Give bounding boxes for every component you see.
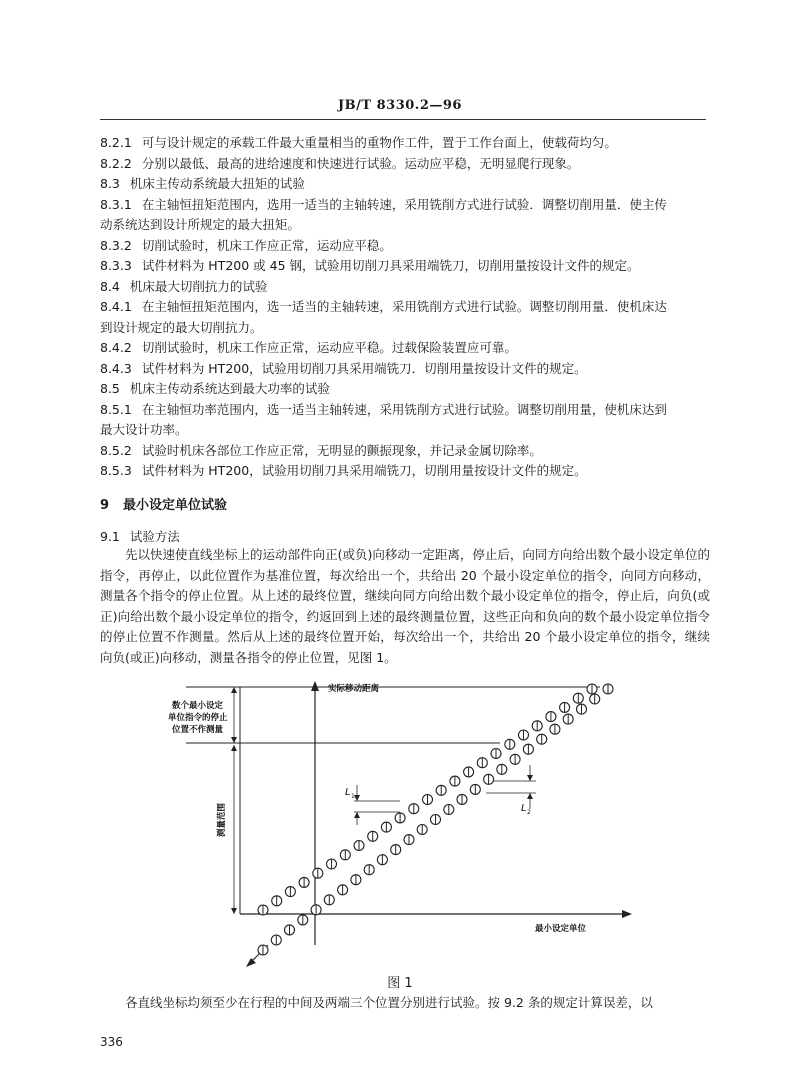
dim-arrow-up (231, 687, 237, 693)
clause-list (100, 133, 710, 482)
continued-paragraph: 各直线坐标均须至少在行程的中间及两端三个位置分别进行试验。按 9.2 条的规定计算误差，以 (125, 995, 653, 1010)
clause-8-3-2: 8.3.2 切削试验时，机床工作应正常，运动应平稳。 (100, 237, 392, 253)
l1-arrow-bottom (354, 812, 360, 818)
l1-arrow-top (354, 795, 360, 801)
figure-1 (150, 665, 650, 975)
l1-label: L (345, 787, 351, 798)
x-axis-label: 最小设定单位 (535, 924, 587, 934)
l2-label: L (521, 803, 527, 814)
clause-8-3: 8.3 机床主传动系统最大扭矩的试验 (100, 176, 305, 191)
clause-8-4-2: 8.4.2 切削试验时，机床工作应正常，运动应平稳。过载保险装置应可靠。 (100, 340, 517, 355)
clause-8-5: 8.5 机床主传动系统达到最大功率的试验 (100, 381, 330, 396)
range-label: 测量范围 (217, 802, 227, 837)
clause-8-2-1: 8.2.1 可与设计规定的承载工件最大重量相当的重物作工件，置于工作台面上，使载荷均匀。 (100, 135, 617, 150)
clause-8-5-2: 8.5.2 试验时机床各部位工作应正常，无明显的颤振现象，并记录金属切除率。 (100, 442, 542, 458)
l2-arrow-bottom (527, 793, 533, 799)
left-label-line-1: 数个最小设定 (172, 701, 224, 711)
clause-8-4-1: 8.4.1 在主轴恒扭矩范围内，选一适当的主轴转速，采用铣削方式进行试验。调整切削用量．使机床达 (100, 299, 667, 314)
l2-subscript: 2 (527, 809, 531, 816)
figure-1-diagram (150, 665, 650, 975)
page-number: 336 (100, 1035, 123, 1049)
section-9-1-heading: 9.1 试验方法 (100, 529, 180, 544)
y-axis-label: 实际移动距离 (328, 684, 380, 694)
clause-8-5-3: 8.5.3 试件材料为 HT200，试验用切削刀具采用端铣刀，切削用量按设计文件的规定。 (100, 463, 587, 478)
clause-8-3-1-cont: 动系统达到设计所规定的最大扭矩。 (100, 217, 301, 232)
clause-8-4: 8.4 机床最大切削抗力的试验 (100, 278, 268, 294)
range-arrow-up (231, 745, 237, 751)
x-axis-arrowhead (622, 910, 632, 918)
clause-8-5-1: 8.5.1 在主轴恒功率范围内，选一适当主轴转速，采用铣削方式进行试验。调整切削用量，使机床达到 (100, 401, 667, 417)
l2-arrow-top (527, 775, 533, 781)
y-axis-arrowhead (311, 681, 319, 691)
test-method-paragraph: 先以快速使直线坐标上的运动部件向正(或负)向移动一定距离，停止后，向同方向给出数个最小设定单位的指令，再停止，以此位置作为基准位置，每次给出一个，共给出 20 个最小设定单位的指令，向同方向移动，测量各个指令的停止位置。从上述的最终位置，继续向同方向给出数个最小设定单位的指令，停止后，向负(或正)向给出数个最小设定单位的指令，约返回到上述的最终测量位置，这些正向和负向的数个最小设定单位指令的停止位置不作测量。然后从上述的最终位置开始，每次给出一个，共给出 20 个最小设定单位的指令，继续向负(或正)向移动，测量各指令的停止位置，见图 1。 (100, 547, 710, 665)
clause-8-4-3: 8.4.3 试件材料为 HT200，试验用切削刀具采用端铣刀．切削用量按设计文件的规定。 (100, 360, 587, 376)
section-9-heading: 9 最小设定单位试验 (100, 498, 228, 513)
header-rule (100, 119, 706, 120)
clause-8-2-2: 8.2.2 分别以最低、最高的进给速度和快速进行试验。运动应平稳，无明显爬行现象。 (100, 155, 580, 171)
figure-caption: 图 1 (387, 976, 413, 991)
left-label-line-2: 单位指令的停止 (168, 713, 228, 723)
range-arrow-down (231, 908, 237, 914)
l1-subscript: 1 (351, 793, 355, 800)
page-header: JB/T 8330.2—96 (338, 98, 462, 113)
clause-8-5-1-cont: 最大设计功率。 (100, 422, 188, 437)
clause-8-3-1: 8.3.1 在主轴恒扭矩范围内，选用一适当的主轴转速，采用铣削方式进行试验．调整切削用量．使主传 (100, 196, 667, 212)
direction-arrowhead (246, 958, 256, 967)
clause-8-3-3: 8.3.3 试件材料为 HT200 或 45 钢，试验用切削刀具采用端铣刀，切削用量按设计文件的规定。 (100, 258, 640, 273)
clause-8-4-1-cont: 到设计规定的最大切削抗力。 (100, 319, 263, 335)
dim-arrow-down (231, 737, 237, 743)
left-label-line-3: 位置不作测量 (172, 725, 224, 735)
upper-stop-positions (258, 684, 597, 915)
